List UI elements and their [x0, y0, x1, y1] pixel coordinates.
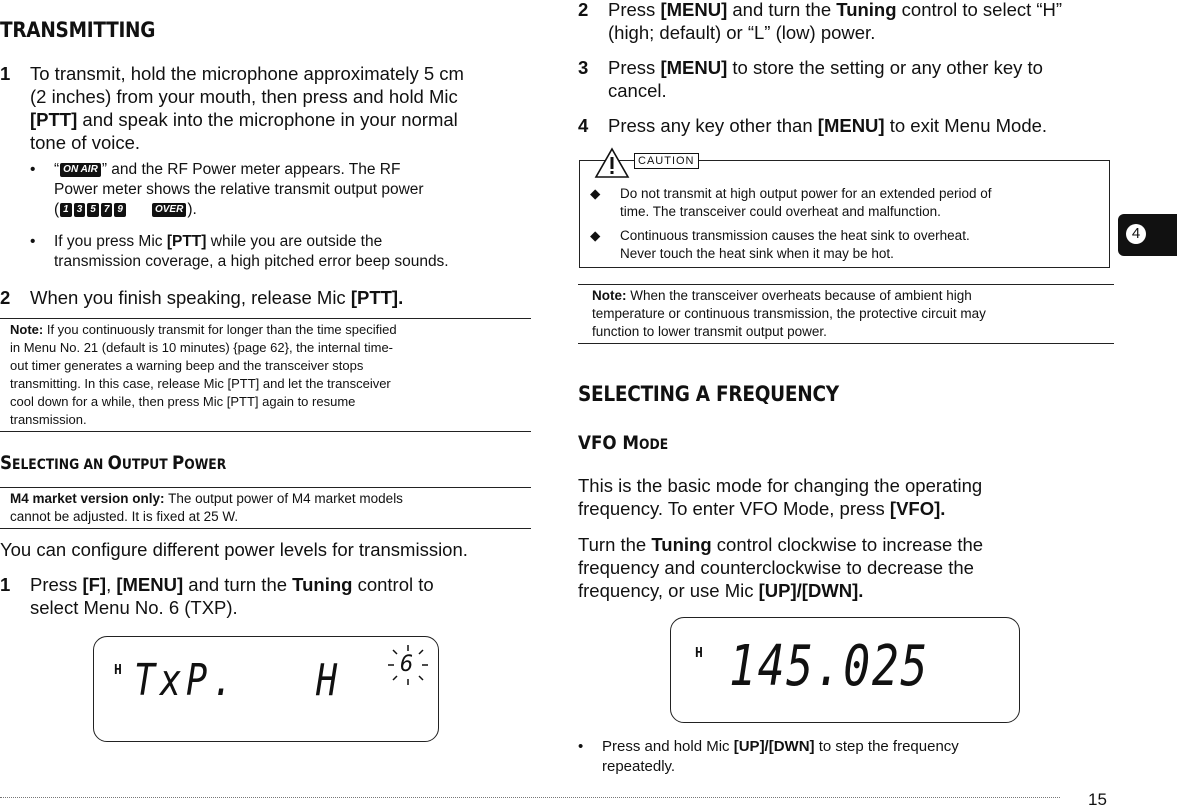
step-number: 1: [0, 63, 11, 84]
lcd-display-txp: [93, 636, 439, 742]
step-number: 1: [0, 574, 11, 595]
caution-line: Never touch the heat sink when it may be hot.: [620, 245, 894, 261]
text-line: [PTT] and speak into the microphone in your normal: [30, 109, 458, 130]
lcd-menu-text: TxP. H: [134, 655, 342, 706]
lcd-display-frequency: [670, 617, 1020, 723]
caution-item: [590, 227, 1100, 262]
caution-box: [579, 155, 1110, 268]
meter-segment-icon: 5: [87, 203, 99, 217]
text-line: (2 inches) from your mouth, then press and hold Mic: [30, 86, 458, 107]
subheading-vfo-mode: VFO MODE: [578, 432, 669, 454]
note-line: Note: If you continuously transmit for longer than the time specified: [10, 322, 397, 337]
text-line: select Menu No. 6 (TXP).: [30, 597, 238, 618]
step-3-store: [578, 56, 1143, 102]
note-line: cannot be adjusted. It is fixed at 25 W.: [10, 509, 239, 524]
text-line: Press [MENU] to store the setting or any other key to: [608, 57, 1043, 78]
bullet-dot: •: [30, 233, 36, 250]
text-line: frequency. To enter VFO Mode, press [VFO].: [578, 498, 946, 519]
caution-item: [590, 185, 1100, 220]
lcd-frequency: 145.025: [729, 634, 930, 699]
text-line: Turn the Tuning control clockwise to increase the: [578, 534, 984, 555]
chapter-number: 4: [1126, 224, 1146, 244]
step-2-release: 2 When you finish speaking, release Mic [PTT].: [0, 287, 404, 308]
meter-segment-icon: 9: [114, 203, 126, 217]
section-heading-frequency: SELECTING A FREQUENCY: [578, 382, 839, 406]
lcd-high-indicator: H: [114, 663, 122, 678]
text-line: repeatedly.: [602, 758, 676, 775]
note-overheat: [578, 284, 1114, 344]
bullet-hold-step: [548, 737, 1122, 777]
note-line: function to lower transmit output power.: [592, 324, 827, 339]
step-1-transmit: [0, 62, 562, 154]
text-line: tone of voice.: [30, 132, 141, 153]
rf-meter-indicators: ( 1 3 5 7 9 OVER ).: [54, 201, 197, 218]
text-line: Press [MENU] and turn the Tuning control to select “H”: [608, 0, 1063, 20]
step-number: 3: [578, 57, 589, 78]
text-line: Press [F], [MENU] and turn the Tuning control to: [30, 574, 434, 595]
meter-segment-icon: 1: [60, 203, 72, 217]
step-2-select-power: [578, 0, 1148, 44]
note-timeout: [0, 318, 531, 432]
step-number: 2: [0, 287, 11, 308]
note-line: temperature or continuous transmission, the protective circuit may: [592, 306, 986, 321]
lcd-menu-number: 6: [400, 652, 414, 677]
text-line: transmission coverage, a high pitched error beep sounds.: [54, 253, 449, 270]
text-line: “ ON AIR ” and the RF Power meter appears. The RF: [54, 161, 401, 178]
caution-label: CAUTION: [634, 153, 699, 169]
text-line: Power meter shows the relative transmit output power: [54, 181, 424, 198]
note-line: out timer generates a warning beep and the transceiver stops: [10, 358, 364, 373]
paragraph-power-levels: You can configure different power levels for transmission.: [0, 539, 468, 560]
meter-segment-icon: 7: [101, 203, 113, 217]
step-number: 2: [578, 0, 589, 20]
text-line: cancel.: [608, 80, 667, 101]
diamond-bullet-icon: ◆: [590, 186, 601, 201]
bullet-dot: •: [30, 161, 36, 178]
note-line: M4 market version only: The output power of M4 market models: [10, 491, 403, 506]
paragraph-tuning: [578, 533, 1113, 602]
note-m4-market: [0, 487, 531, 529]
text-line: Press and hold Mic [UP]/[DWN] to step the frequency: [602, 738, 959, 755]
page-number: 15: [1088, 790, 1107, 809]
step-number: 4: [578, 115, 589, 136]
diamond-bullet-icon: ◆: [590, 228, 601, 243]
section-heading-transmitting: TRANSMITTING: [0, 18, 156, 42]
step-1-select-menu: [0, 573, 562, 619]
caution-line: Do not transmit at high output power for an extended period of: [620, 186, 992, 201]
note-line: in Menu No. 21 (default is 10 minutes) {page 62}, the internal time-: [10, 340, 393, 355]
text-line: frequency and counterclockwise to decrease the: [578, 557, 974, 578]
note-line: transmitting. In this case, release Mic [PTT] and let the transceiver: [10, 376, 391, 391]
bullet-on-air: [0, 160, 532, 220]
bullet-dot: •: [578, 738, 584, 755]
step-4-exit: 4 Press any key other than [MENU] to exit Menu Mode.: [578, 115, 1048, 136]
bullet-out-of-range: [0, 232, 554, 272]
note-line: Note: When the transceiver overheats because of ambient high: [592, 288, 972, 303]
text-line: frequency, or use Mic [UP]/[DWN].: [578, 580, 864, 601]
chapter-tab: [1118, 214, 1177, 256]
text-line: This is the basic mode for changing the operating: [578, 475, 983, 496]
caution-line: Continuous transmission causes the heat sink to overheat.: [620, 228, 970, 243]
footer-divider: [0, 797, 1060, 798]
meter-segment-icon: OVER: [152, 203, 186, 217]
caution-line: time. The transceiver could overheat and malfunction.: [620, 203, 941, 219]
text-line: To transmit, hold the microphone approximately 5 cm: [30, 63, 464, 84]
lcd-high-indicator: H: [695, 646, 703, 661]
text-line: (high; default) or “L” (low) power.: [608, 22, 876, 43]
section-heading-output-power: SELECTING AN OUTPUT POWER: [0, 452, 227, 474]
warning-triangle-icon: [594, 147, 630, 179]
note-line: transmission.: [10, 412, 87, 427]
on-air-indicator-icon: ON AIR: [60, 163, 101, 177]
text-line: If you press Mic [PTT] while you are outside the: [54, 233, 383, 250]
note-line: cool down for a while, then press Mic [PTT] again to resume: [10, 394, 356, 409]
lcd-menu-number-blink: [388, 645, 428, 685]
meter-segment-icon: 3: [74, 203, 86, 217]
paragraph-vfo-intro: [578, 474, 1113, 520]
